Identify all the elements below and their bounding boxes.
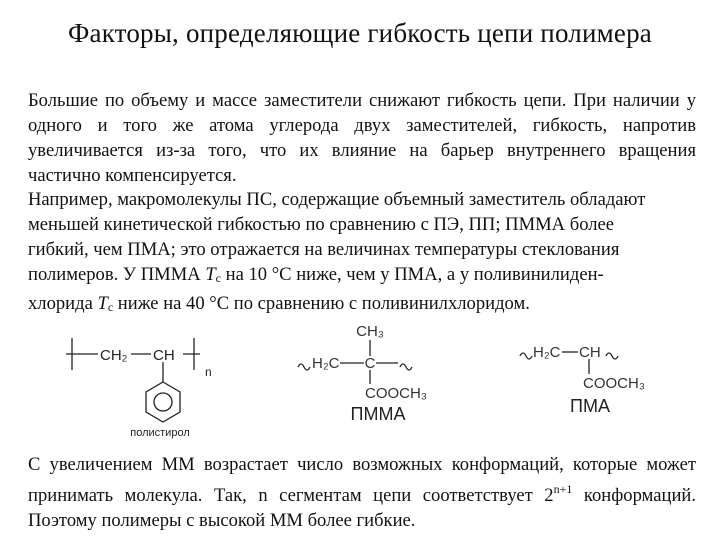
text-span: С увеличением ММ возрастает число возможных конформаций, которые может принимать молекула. Так, n сегментам цепи соответствует 2 (28, 454, 696, 506)
slide-title: Факторы, определяющие гибкость цепи полимера (68, 18, 652, 48)
polystyrene-formula (66, 338, 200, 422)
superscript: n+1 (553, 482, 573, 496)
pmma-name: ПММА (350, 404, 406, 424)
ps-ch: CH (153, 347, 175, 364)
pma-cooch3: COOCH₃ (583, 375, 645, 392)
ps-n: n (205, 365, 212, 379)
text-span: конформаций. Поэтому полимеры с высокой ММ более гибкие. (28, 485, 696, 531)
paragraph-line: Например, макромолекулы ПС, содержащие объемный заместитель обладают (28, 189, 646, 210)
paragraph-line: меньшей кинетической гибкостью по сравнению с ПЭ, ПП; ПММА более (28, 214, 615, 235)
pma-h2c: H₂C (533, 344, 561, 361)
text-span: ниже на 40 °С по сравнению с поливинилхлоридом. (113, 293, 530, 314)
pmma-ch3: CH₃ (356, 323, 384, 340)
ps-ch2: CH₂ (100, 347, 128, 364)
paragraph-conformations (28, 452, 696, 533)
pmma-cooch3: COOCH₃ (365, 385, 427, 402)
tc-symbol: Т (97, 293, 108, 314)
paragraph-line (28, 291, 696, 320)
polymer-formulas (0, 318, 720, 444)
paragraph-line (28, 262, 696, 291)
pma-name: ПМА (570, 396, 610, 416)
text-span: на 10 °С ниже, чем у ПМА, а у поливинилиден- (220, 264, 604, 285)
text-span: хлорида (28, 293, 98, 314)
pma-ch: CH (579, 344, 601, 361)
tc-symbol: Т (205, 264, 216, 285)
paragraph-example (28, 187, 696, 320)
tc-subscript: с (215, 271, 221, 285)
paragraph-line: гибкий, чем ПМА; это отражается на величинах температуры стеклования (28, 239, 620, 260)
ps-name: полистирол (130, 427, 190, 439)
pmma-c: C (364, 355, 376, 372)
text-span: полимеров. У ПММА (28, 264, 206, 285)
paragraph-substituents: Большие по объему и массе заместители снижают гибкость цепи. При наличии у одного и того же атома углерода двух заместителей, гибкость, напротив увеличивается из-за того, что их влияние на барьер внутреннего вращения частично компенсируется. (28, 90, 696, 186)
tc-subscript: с (107, 300, 114, 314)
pmma-h2c: H₂C (312, 355, 340, 372)
